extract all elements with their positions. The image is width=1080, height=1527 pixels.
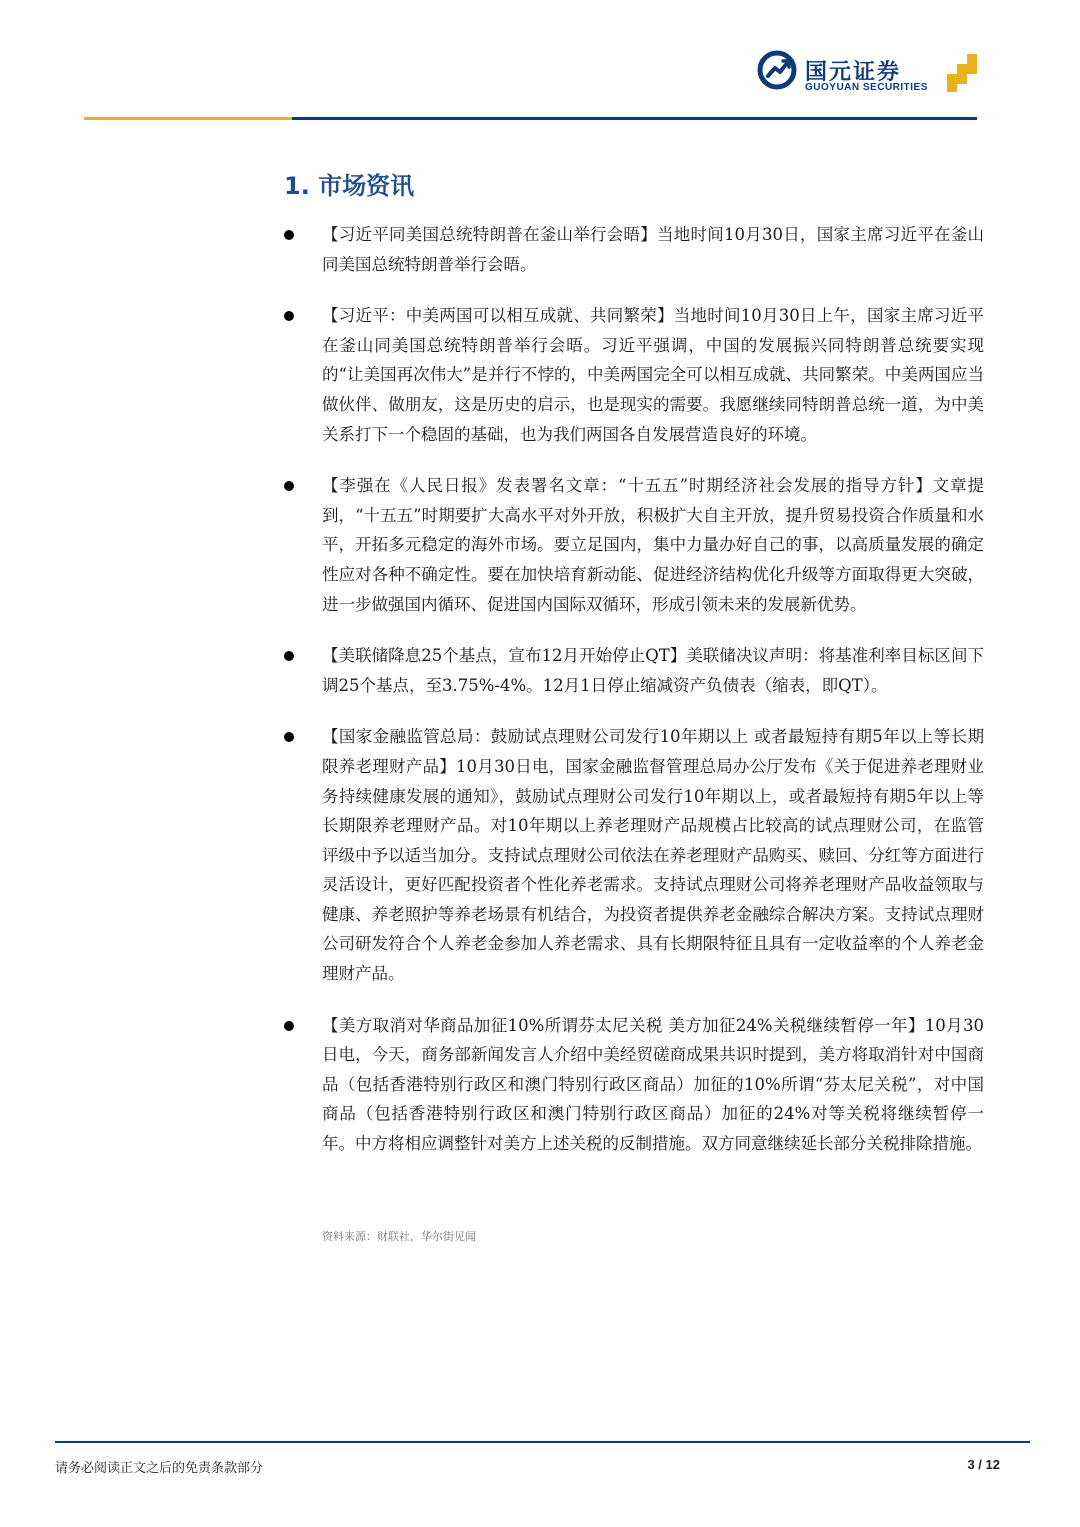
section-title: 1. 市场资讯 [284, 172, 415, 200]
guoyuan-logo-icon [757, 50, 797, 90]
logo-english-name: GUOYUAN SECURITIES [805, 82, 928, 93]
bullet-icon [284, 651, 294, 661]
bullet-icon [284, 230, 294, 240]
header-divider-accent [84, 117, 292, 120]
bullet-icon [284, 732, 294, 742]
page-number: 3 / 12 [967, 1457, 1000, 1472]
company-logo [757, 50, 979, 98]
footer-divider [55, 1441, 1030, 1443]
news-item [284, 1011, 984, 1159]
footer-disclaimer: 请务必阅读正文之后的免责条款部分 [55, 1461, 264, 1476]
logo-chinese-name: 国元证券 [805, 60, 902, 85]
news-item [284, 301, 984, 449]
news-item-text: 【李强在《人民日报》发表署名文章：“十五五”时期经济社会发展的指导方针】文章提到，“十五五”时期要扩大高水平对外开放，积极扩大自主开放，提升贸易投资合作质量和水平，开拓多元稳定的海外市场。要立足国内，集中力量办好自己的事，以高质量发展的确定性应对各种不确定性。要在加快培育新动能、促进经济结构优化升级等方面取得更大突破，进一步做强国内循环、促进国内国际双循环，形成引领未来的发展新优势。 [322, 476, 984, 614]
news-item-text: 【习近平：中美两国可以相互成就、共同繁荣】当地时间10月30日上午，国家主席习近平在釜山同美国总统特朗普举行会晤。习近平强调，中国的发展振兴同特朗普总统要实现的“让美国再次伟大”是并行不悖的，中美两国完全可以相互成就、共同繁荣。中美两国应当做伙伴、做朋友，这是历史的启示，也是现实的需要。我愿继续同特朗普总统一道，为中美关系打下一个稳固的基础，也为我们两国各自发展营造良好的环境。 [322, 306, 984, 444]
news-item-text: 【习近平同美国总统特朗普在釜山举行会晤】当地时间10月30日，国家主席习近平在釜山同美国总统特朗普举行会晤。 [322, 225, 984, 274]
news-item-text: 【国家金融监管总局：鼓励试点理财公司发行10年期以上 或者最短持有期5年以上等长期限养老理财产品】10月30日电，国家金融监督管理总局办公厅发布《关于促进养老理财业务持续健康发展的通知》，鼓励试点理财公司发行10年期以上，或者最短持有期5年以上等长期限养老理财产品。对10年期以上养老理财产品规模占比较高的试点理财公司，在监管评级中予以适当加分。支持试点理财公司依法在养老理财产品购买、赎回、分红等方面进行灵活设计，更好匹配投资者个性化养老需求。支持试点理财公司将养老理财产品收益领取与健康、养老照护等养老场景有机结合，为投资者提供养老金融综合解决方案。支持试点理财公司研发符合个人养老金参加人养老需求、具有长期限特征且具有一定收益率的个人养老金理财产品。 [322, 727, 984, 984]
news-item [284, 471, 984, 619]
logo-stairs-icon [943, 54, 979, 94]
bullet-icon [284, 311, 294, 321]
bullet-icon [284, 481, 294, 491]
news-item [284, 641, 984, 700]
news-item [284, 722, 984, 988]
source-note: 资料来源：财联社，华尔街见闻 [322, 1230, 476, 1243]
news-list [284, 220, 984, 1181]
news-item-text: 【美联储降息25个基点，宣布12月开始停止QT】美联储决议声明：将基准利率目标区间下调25个基点，至3.75%-4%。12月1日停止缩减资产负债表（缩表，即QT）。 [322, 646, 984, 695]
news-item [284, 220, 984, 279]
bullet-icon [284, 1021, 294, 1031]
news-item-text: 【美方取消对华商品加征10%所谓芬太尼关税 美方加征24%关税继续暂停一年】10月30日电，今天，商务部新闻发言人介绍中美经贸磋商成果共识时提到，美方将取消针对中国商品（包括香港特别行政区和澳门特别行政区商品）加征的10%所谓“芬太尼关税”，对中国商品（包括香港特别行政区和澳门特别行政区商品）加征的24%对等关税将继续暂停一年。中方将相应调整针对美方上述关税的反制措施。双方同意继续延长部分关税排除措施。 [322, 1015, 984, 1154]
